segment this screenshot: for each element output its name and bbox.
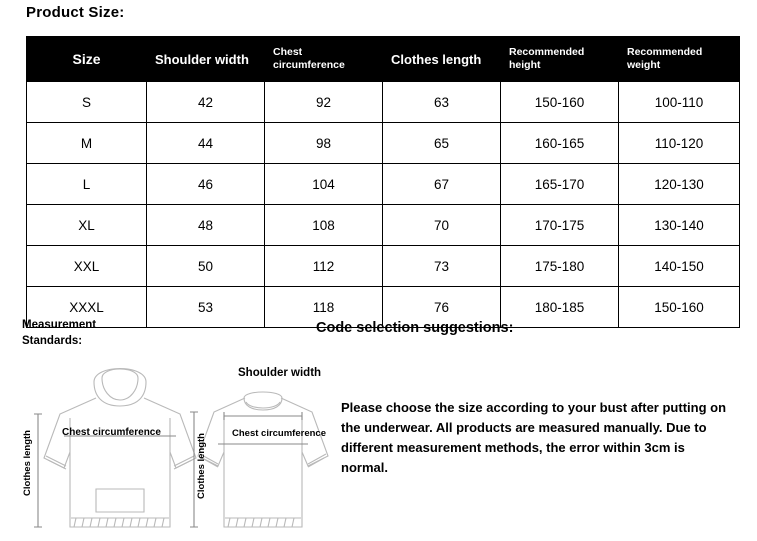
cell-chest-circumference: 112: [265, 246, 383, 287]
column-header-size: Size: [27, 37, 147, 82]
column-header-clothes-length: Clothes length: [383, 37, 501, 82]
table-row: [27, 164, 740, 205]
measurement-standards-label: Measurement Standards:: [22, 319, 97, 347]
cell-clothes-length: 67: [383, 164, 501, 205]
cell-clothes-length: 76: [383, 287, 501, 328]
size-table: [26, 36, 740, 328]
column-header-recommended-weight: Recommended weight: [619, 37, 740, 82]
table-row: [27, 246, 740, 287]
column-header-shoulder-width: Shoulder width: [147, 37, 265, 82]
cell-recommended-height: 165-170: [501, 164, 619, 205]
cell-shoulder-width: 46: [147, 164, 265, 205]
table-header: [27, 37, 740, 82]
cell-clothes-length: 63: [383, 82, 501, 123]
cell-chest-circumference: 118: [265, 287, 383, 328]
cell-shoulder-width: 48: [147, 205, 265, 246]
cell-recommended-height: 170-175: [501, 205, 619, 246]
table-header-row: [27, 37, 740, 82]
cell-recommended-weight: 110-120: [619, 123, 740, 164]
cell-clothes-length: 73: [383, 246, 501, 287]
cell-size: XXL: [27, 246, 147, 287]
cell-shoulder-width: 44: [147, 123, 265, 164]
cell-recommended-weight: 120-130: [619, 164, 740, 205]
cell-size: XXXL: [27, 287, 147, 328]
cell-clothes-length: 65: [383, 123, 501, 164]
cell-recommended-height: 180-185: [501, 287, 619, 328]
cell-recommended-weight: 100-110: [619, 82, 740, 123]
label-sweater-chest-circumference: Chest circumference: [232, 428, 326, 439]
sweater-illustration: [188, 382, 338, 537]
label-hoodie-chest-circumference: Chest circumference: [62, 427, 161, 438]
column-header-chest-circumference: Chest circumference: [265, 37, 383, 82]
cell-shoulder-width: 53: [147, 287, 265, 328]
cell-recommended-height: 160-165: [501, 123, 619, 164]
cell-size: S: [27, 82, 147, 123]
code-selection-body: Please choose the size according to your bust after putting on the underwear. All products are measured manually. Due to different measurement methods, the error within 3cm is normal.: [341, 400, 727, 476]
column-header-recommended-height: Recommended height: [501, 37, 619, 82]
code-selection-title: Code selection suggestions:: [316, 320, 514, 336]
cell-recommended-weight: 130-140: [619, 205, 740, 246]
label-sweater-shoulder-width: Shoulder width: [238, 367, 322, 379]
cell-chest-circumference: 104: [265, 164, 383, 205]
cell-recommended-weight: 150-160: [619, 287, 740, 328]
cell-shoulder-width: 42: [147, 82, 265, 123]
cell-recommended-height: 150-160: [501, 82, 619, 123]
table-body: [27, 82, 740, 328]
cell-chest-circumference: 92: [265, 82, 383, 123]
cell-recommended-height: 175-180: [501, 246, 619, 287]
table-row: [27, 205, 740, 246]
cell-size: XL: [27, 205, 147, 246]
label-sweater-clothes-length: Clothes length: [196, 433, 207, 499]
cell-clothes-length: 70: [383, 205, 501, 246]
cell-shoulder-width: 50: [147, 246, 265, 287]
cell-recommended-weight: 140-150: [619, 246, 740, 287]
table-row: [27, 82, 740, 123]
hoodie-illustration: [30, 352, 210, 537]
cell-chest-circumference: 98: [265, 123, 383, 164]
label-hoodie-clothes-length: Clothes length: [22, 430, 33, 496]
cell-chest-circumference: 108: [265, 205, 383, 246]
cell-size: L: [27, 164, 147, 205]
page-title: Product Size:: [26, 4, 125, 21]
table-row: [27, 123, 740, 164]
cell-size: M: [27, 123, 147, 164]
